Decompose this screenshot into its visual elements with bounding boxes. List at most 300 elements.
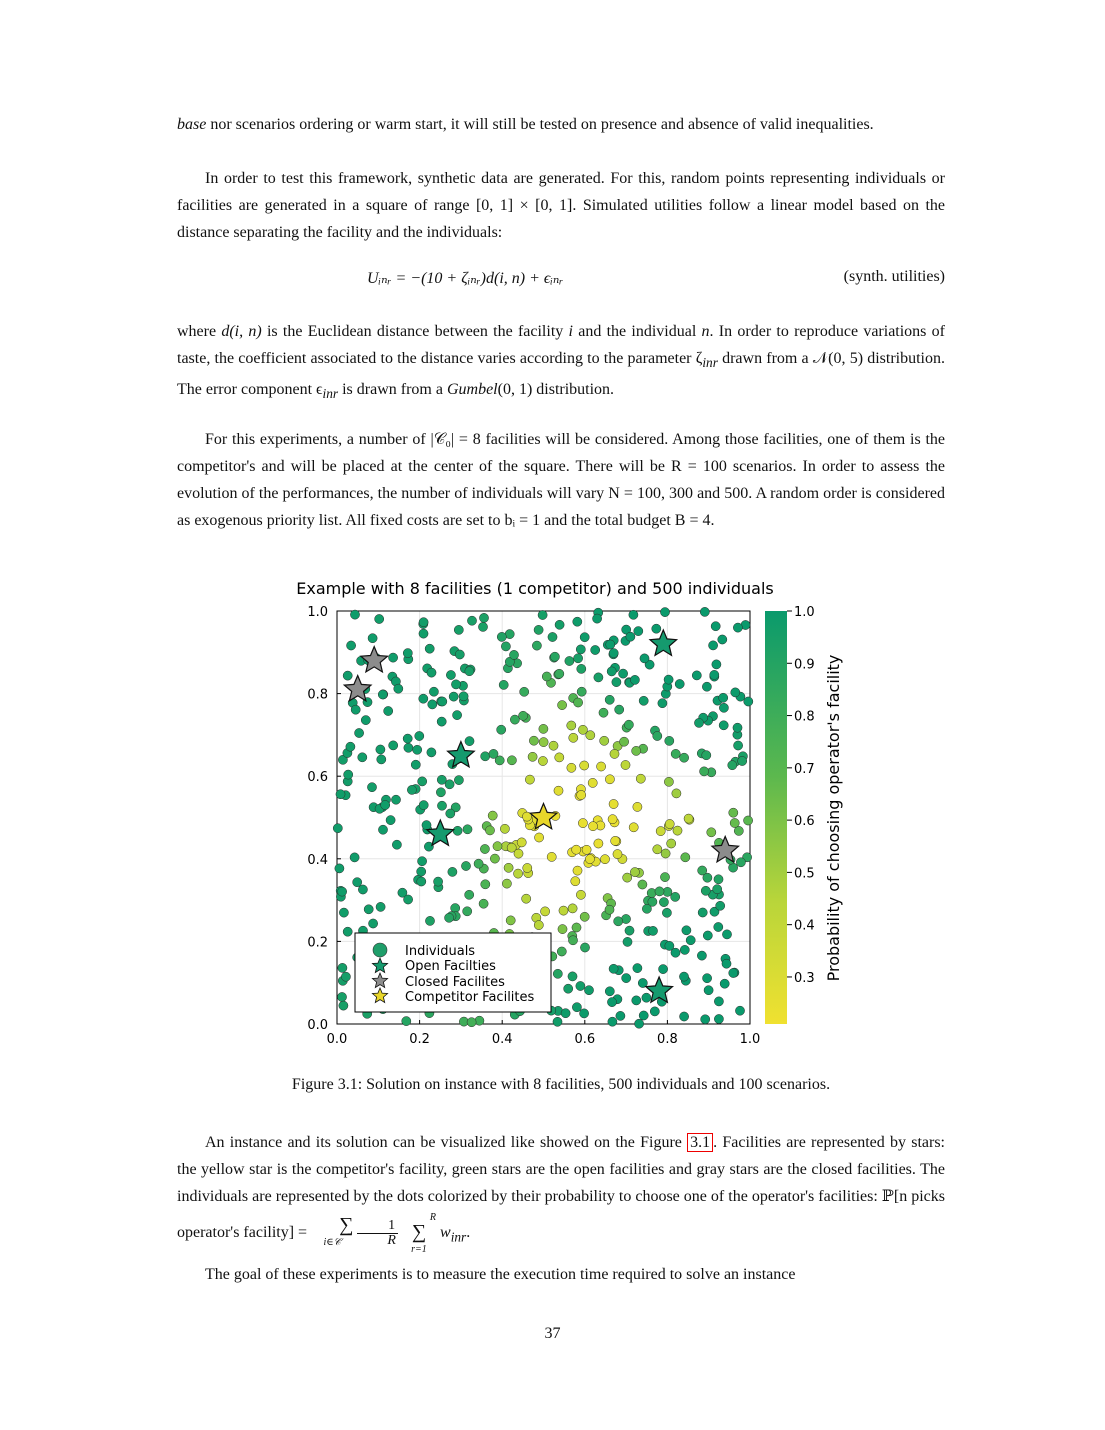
individual-dot (580, 633, 589, 642)
individual-dot (608, 815, 617, 824)
individual-dot (716, 901, 725, 910)
individual-dot (722, 930, 731, 939)
individual-dot (709, 641, 718, 650)
individual-dot (630, 868, 639, 877)
individual-dot (453, 826, 462, 835)
individual-dot (500, 824, 509, 833)
math: i (568, 323, 573, 340)
individual-dot (624, 720, 633, 729)
individual-dot (514, 849, 523, 858)
sum-symbol: ∑ (411, 1221, 427, 1243)
individual-dot (686, 936, 695, 945)
math: d(i, n) (221, 323, 262, 340)
math: n (701, 323, 710, 340)
individual-dot (729, 968, 738, 977)
individual-dot (636, 774, 645, 783)
x-tick-label: 0.8 (657, 1032, 678, 1046)
individual-dot (411, 760, 420, 769)
individual-dot (564, 984, 573, 993)
individual-dot (520, 687, 529, 696)
individual-dot (339, 1001, 348, 1010)
math: Gumbel (446, 381, 498, 399)
individual-dot (599, 708, 608, 717)
individual-dot (623, 873, 632, 882)
individual-dot (675, 679, 684, 688)
y-tick-label: 0.6 (307, 770, 328, 786)
sum-operator-2 (402, 1210, 436, 1257)
individual-dot (418, 777, 427, 786)
individual-dot (344, 770, 353, 779)
individual-dot (497, 725, 506, 734)
individual-dot (384, 706, 393, 715)
individual-dot (712, 660, 721, 669)
individual-dot (386, 816, 395, 825)
individual-dot (653, 845, 662, 854)
individual-dot (613, 850, 622, 859)
individual-dot (572, 1003, 581, 1012)
individual-dot (343, 927, 352, 936)
figure-caption: Figure 3.1: Solution on instance with 8 facilities, 500 individuals and 100 scenarios. (291, 1076, 831, 1093)
individual-dot (648, 926, 657, 935)
individual-dot (418, 857, 427, 866)
text: (0, 1) distribution. (497, 381, 615, 399)
individual-dot (474, 859, 483, 868)
individual-dot (626, 632, 635, 641)
individual-dot (481, 752, 490, 761)
individual-dot (736, 858, 745, 867)
individual-dot (376, 745, 385, 754)
text: . Facilities are represented by stars: the yellow star is the competitor's facility, green stars are the open facilities and gray stars are the closed facilities. The individuals are represented by the dots colorized by their probability to choose one of the operator's facilities: ℙ[n picks operator's facility] = (177, 1134, 945, 1242)
individual-dot (574, 654, 583, 663)
individual-dot (680, 753, 689, 762)
individual-dot (650, 1007, 659, 1016)
individual-dot (640, 654, 649, 663)
text: drawn from a 𝒩(0, 5) distribution. The error component ϵ (177, 350, 946, 399)
sum-operator (311, 1213, 354, 1250)
individual-dot (417, 877, 426, 886)
page-number: 37 (544, 1325, 561, 1342)
individual-dot (465, 737, 474, 746)
individual-dot (454, 776, 463, 785)
individual-dot (553, 969, 562, 978)
fraction-denominator: R (357, 1233, 398, 1248)
text: . (466, 1224, 471, 1242)
individual-dot (642, 993, 651, 1002)
individual-dot (634, 627, 643, 636)
individual-dot (665, 736, 674, 745)
equation-synth-utilities (177, 268, 945, 296)
individual-dot (381, 800, 390, 809)
individual-dot (605, 775, 614, 784)
individual-dot (355, 728, 364, 737)
individual-dot (671, 749, 680, 758)
individual-dot (417, 867, 426, 876)
individual-dot (609, 964, 618, 973)
equation-body: Uᵢₙᵣ = −(10 + ζᵢₙᵣ)d(i, n) + ϵᵢₙᵣ (367, 270, 564, 287)
individual-dot (638, 880, 647, 889)
individual-dot (698, 908, 707, 917)
paragraph-1 (177, 111, 945, 138)
individual-dot (539, 724, 548, 733)
individual-dot (392, 840, 401, 849)
individual-dot (744, 816, 753, 825)
paragraph-text: nor scenarios ordering or warm start, it will still be tested on presence and absence of valid inequalities. (206, 116, 874, 133)
individual-dot (614, 917, 623, 926)
individual-dot (621, 760, 630, 769)
individual-dot (719, 721, 728, 730)
y-tick-label: 0.4 (307, 852, 328, 868)
individual-dot (569, 733, 578, 742)
text: . In order to reproduce variations of taste, the coefficient associated to the distance varies according to the parameter ζ (177, 323, 945, 367)
individual-dot (479, 899, 488, 908)
individual-dot (534, 921, 543, 930)
individual-dot (375, 614, 384, 623)
individual-dot (467, 616, 476, 625)
individual-dot (735, 1006, 744, 1015)
individual-dot (718, 635, 727, 644)
individual-dot (661, 849, 670, 858)
individual-dot (588, 778, 597, 787)
individual-dot (597, 762, 606, 771)
math: w (440, 1224, 451, 1242)
math-sub: inr (702, 355, 718, 371)
individual-dot (532, 641, 541, 650)
individual-dot (632, 996, 641, 1005)
y-tick-label: 0.0 (307, 1018, 328, 1033)
individual-dot (459, 692, 468, 701)
individual-dot (534, 625, 543, 634)
individual-dot (681, 853, 690, 862)
paragraph-2: In order to test this framework, synthetic data are generated. For this, random points representing individuals or facilities are generated in a square of range [0, 1] × [0, 1]. Simulated utilities follow a linear model based on the distance separating the facility and the individuals: (177, 170, 945, 241)
individual-dot (448, 867, 457, 876)
individual-dot (567, 721, 576, 730)
individual-dot (680, 945, 689, 954)
individual-dot (652, 624, 661, 633)
paragraph-5 (177, 1129, 945, 1257)
individual-dot (499, 680, 508, 689)
individual-dot (434, 877, 443, 886)
paragraph-3 (177, 318, 945, 407)
individual-dot (341, 972, 350, 981)
individual-dot (738, 756, 747, 765)
individual-dot (339, 908, 348, 917)
individual-dot (585, 855, 594, 864)
individual-dot (625, 926, 634, 935)
individual-dot (436, 788, 445, 797)
individual-dot (455, 650, 464, 659)
individual-dot (507, 756, 516, 765)
individual-dot (591, 645, 600, 654)
individual-dot (573, 617, 582, 626)
individual-dot (733, 723, 742, 732)
individual-dot (679, 972, 688, 981)
individual-dot (346, 742, 355, 751)
sum-subscript: i∈𝒞 (323, 1236, 341, 1248)
individual-dot (607, 998, 616, 1007)
individual-dot (635, 1019, 644, 1028)
individual-dot (606, 640, 615, 649)
individual-dot (622, 974, 631, 983)
individual-dot (555, 620, 564, 629)
individual-dot (632, 746, 641, 755)
individual-dot (413, 745, 422, 754)
individual-dot (639, 696, 648, 705)
legend-competitor-label: Competitor Facilites (405, 990, 535, 1005)
individual-dot (664, 777, 673, 786)
italic-term: base (177, 116, 207, 133)
colorbar-tick-label: 0.5 (794, 866, 815, 882)
individual-dot (665, 819, 674, 828)
individual-dot (642, 904, 651, 913)
individual-dot (542, 672, 551, 681)
individual-dot (623, 937, 632, 946)
individual-dot (541, 907, 550, 916)
individual-dot (730, 818, 739, 827)
legend-open-label: Open Facilties (405, 959, 496, 974)
individual-dot (733, 623, 742, 632)
individual-dot (580, 761, 589, 770)
individual-dot (538, 610, 547, 619)
individual-dot (659, 898, 668, 907)
individual-dot (656, 827, 665, 836)
closed-facility-star (361, 647, 388, 672)
individual-dot (336, 790, 345, 799)
individual-dot (580, 912, 589, 921)
individual-dot (561, 1009, 570, 1018)
individual-dot (517, 838, 526, 847)
colorbar (765, 605, 843, 1024)
individual-dot (463, 825, 472, 834)
individual-dot (467, 1018, 476, 1027)
individual-dot (478, 622, 487, 631)
individual-dot (490, 854, 499, 863)
individual-dot (633, 802, 642, 811)
individual-dot (335, 864, 344, 873)
individual-dot (714, 1014, 723, 1023)
individual-dot (694, 718, 703, 727)
individual-dot (594, 673, 603, 682)
text: and the individual (572, 323, 702, 340)
individual-dot (333, 824, 342, 833)
individual-dot (506, 916, 515, 925)
individual-dot (407, 785, 416, 794)
equation-tag: (synth. utilities) (843, 268, 945, 285)
individual-dot (353, 878, 362, 887)
sum-symbol: ∑ (339, 1213, 354, 1236)
individual-dot (616, 1011, 625, 1020)
individual-dot (711, 622, 720, 631)
individual-dot (701, 1015, 710, 1024)
individual-dot (438, 697, 447, 706)
individual-dot (578, 725, 587, 734)
individual-dot (660, 873, 669, 882)
individual-dot (485, 826, 494, 835)
individual-dot (445, 913, 454, 922)
individual-dot (391, 795, 400, 804)
individual-dot (610, 749, 619, 758)
individual-dot (655, 887, 664, 896)
individual-dot (528, 752, 537, 761)
individual-dot (568, 972, 577, 981)
individual-dot (744, 697, 753, 706)
x-tick-label: 0.4 (491, 1032, 513, 1046)
individual-dot (703, 974, 712, 983)
individual-dot (633, 964, 642, 973)
math-sub: inr (450, 1229, 467, 1245)
individual-dot (350, 610, 359, 619)
individual-dot (402, 1017, 411, 1026)
individual-dot (605, 987, 614, 996)
text: where (177, 323, 222, 340)
individual-dot (403, 734, 412, 743)
individual-dot (629, 823, 638, 832)
colorbar-gradient (765, 611, 787, 1024)
individual-dot (337, 992, 346, 1001)
fraction-numerator: 1 (388, 1218, 396, 1233)
individual-dot (338, 963, 347, 972)
individual-dot (731, 688, 740, 697)
individual-dot (555, 753, 564, 762)
chart-title: Example with 8 facilities (1 competitor) and 500 individuals (296, 579, 774, 598)
individual-dot (580, 943, 589, 952)
individual-dot (514, 869, 523, 878)
individual-dot (577, 790, 586, 799)
legend-closed-label: Closed Facilites (405, 975, 505, 990)
individual-dot (600, 736, 609, 745)
individual-dot (612, 678, 621, 687)
individual-dot (495, 756, 504, 765)
individual-dot (358, 753, 367, 762)
individual-dot (522, 894, 531, 903)
individual-dot (419, 694, 428, 703)
individual-dot (525, 775, 534, 784)
individual-dot (639, 1011, 648, 1020)
individual-dot (620, 737, 629, 746)
individual-dot (479, 613, 488, 622)
x-tick-label: 0.2 (409, 1032, 430, 1046)
individual-dot (429, 687, 438, 696)
individual-dot (555, 669, 564, 678)
individual-dot (454, 625, 463, 634)
individual-dot (577, 664, 586, 673)
individual-dot (607, 667, 616, 676)
individual-dot (704, 986, 713, 995)
individual-dot (576, 981, 585, 990)
individual-dot (547, 852, 556, 861)
sum-superscript: R (429, 1212, 437, 1223)
individual-dot (577, 687, 586, 696)
individual-dot (453, 711, 462, 720)
individual-dot (672, 789, 681, 798)
individual-dot (549, 741, 558, 750)
individual-dot (567, 763, 576, 772)
individual-dot (451, 680, 460, 689)
y-tick-label: 0.8 (307, 687, 328, 703)
individual-dot (376, 902, 385, 911)
individual-dot (571, 877, 580, 886)
individual-dot (553, 1017, 562, 1026)
individual-dot (557, 947, 566, 956)
individual-dot (535, 833, 544, 842)
individual-dot (584, 986, 593, 995)
individual-dot (719, 693, 728, 702)
individual-dot (682, 926, 691, 935)
individual-dot (419, 801, 428, 810)
individual-dot (609, 799, 618, 808)
individual-dot (703, 931, 712, 940)
individual-dot (493, 842, 502, 851)
individual-dot (480, 844, 489, 853)
individual-dot (719, 703, 728, 712)
paragraph-4: For this experiments, a number of |𝒞₀| = 8 facilities will be considered. Among those facilities, one of them is the competitor's and will be placed at the center of the square. There will be R = 100 scenarios. In order to assess the evolution of the performances, the number of individuals will vary N = 100, 300 and 500. A random order is considered as exogenous priority list. All fixed costs are set to bᵢ = 1 and the total budget B = 4. (177, 431, 945, 529)
individual-dot (700, 767, 709, 776)
individual-dot (488, 811, 497, 820)
individual-dot (523, 863, 532, 872)
open-facility-star (650, 630, 677, 655)
individual-dot (427, 668, 436, 677)
individual-dot (714, 997, 723, 1006)
individual-dot (701, 886, 710, 895)
x-tick-label: 0.6 (574, 1032, 596, 1046)
individual-dot (389, 653, 398, 662)
individual-dot (734, 741, 743, 750)
figure-reference-link[interactable]: 3.1 (687, 1133, 713, 1152)
figure-3-1 (262, 576, 882, 1046)
individual-dot (572, 845, 581, 854)
individual-dot (664, 675, 673, 684)
individual-dot (364, 905, 373, 914)
x-tick-label: 1.0 (739, 1032, 761, 1046)
individual-dot (428, 700, 437, 709)
individual-dot (729, 808, 738, 817)
individual-dot (728, 761, 737, 770)
individual-dot (419, 618, 428, 627)
individual-dot (714, 875, 723, 884)
individual-dot (698, 866, 707, 875)
individual-dot (343, 671, 352, 680)
individual-dot (369, 919, 378, 928)
individual-dot (576, 890, 585, 899)
legend-individuals-marker (373, 943, 387, 957)
colorbar-tick-label: 0.7 (794, 761, 815, 777)
individual-dot (437, 801, 446, 810)
individual-dot (653, 731, 662, 740)
individual-dot (600, 855, 609, 864)
individual-dot (568, 904, 577, 913)
individual-dot (565, 656, 574, 665)
individual-dot (419, 629, 428, 638)
individual-dot (509, 650, 518, 659)
individual-dot (510, 715, 519, 724)
individual-dot (368, 634, 377, 643)
individual-dot (594, 839, 603, 848)
individual-dot (702, 751, 711, 760)
individual-dot (481, 880, 490, 889)
individual-dot (437, 775, 446, 784)
individual-dot (461, 861, 470, 870)
individual-dot (465, 890, 474, 899)
individual-dot (609, 649, 618, 658)
individual-dot (673, 826, 682, 835)
individual-dot (714, 922, 723, 931)
fraction (357, 1219, 398, 1248)
individual-dot (573, 866, 582, 875)
individual-dot (558, 925, 567, 934)
individual-dot (378, 690, 387, 699)
individual-dot (463, 907, 472, 916)
individual-dot (629, 610, 638, 619)
individual-dot (403, 649, 412, 658)
